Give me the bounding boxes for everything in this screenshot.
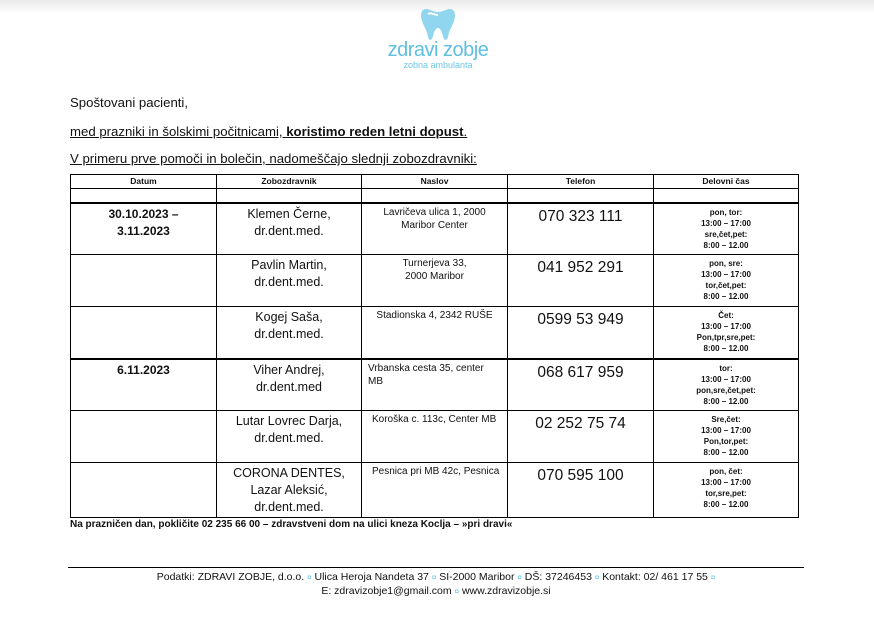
logo-subtitle: zobna ambulanta: [403, 60, 473, 70]
footer-tax-number: DŠ: 37246453: [524, 571, 592, 583]
row-dentist: Lutar Lovrec Darja, dr.dent.med.: [217, 411, 362, 463]
footer-street: Ulica Heroja Nandeta 37: [314, 571, 429, 583]
footer-divider: [68, 567, 804, 568]
row-address: Pesnica pri MB 42c, Pesnica: [362, 463, 508, 518]
header-address: Naslov: [362, 175, 508, 189]
holiday-notice-bold: koristimo reden letni dopust: [286, 124, 464, 139]
row-hours: pon, čet: 13:00 – 17:00 tor,sre,pet: 8:00 – 12.00: [654, 463, 799, 518]
footer-website[interactable]: www.zdravizobje.si: [461, 585, 551, 597]
row-date: 30.10.2023 – 3.11.2023: [71, 203, 217, 255]
row-address: Stadionska 4, 2342 RUŠE: [362, 307, 508, 359]
row-dentist: Pavlin Martin, dr.dent.med.: [217, 255, 362, 307]
header-date: Datum: [71, 175, 217, 189]
table-row: [71, 463, 799, 518]
row-hours: pon, tor: 13:00 – 17:00 sre,čet,pet: 8:00 – 12.00: [654, 203, 799, 255]
row-address: Vrbanska cesta 35, center MB: [362, 359, 508, 411]
row-phone: 02 252 75 74: [508, 411, 654, 463]
row-hours: tor: 13:00 – 17:00 pon,sre,čet,pet: 8:00 – 12.00: [654, 359, 799, 411]
row-phone: 068 617 959: [508, 359, 654, 411]
table-row: [71, 203, 799, 255]
table-row: [71, 255, 799, 307]
footer-contact: Kontakt: 02/ 461 17 55: [602, 571, 708, 583]
footer-line-2: [68, 585, 804, 598]
footer-city: SI-2000 Maribor: [439, 571, 515, 583]
row-phone: 070 323 111: [508, 203, 654, 255]
footer-separator: ¤: [431, 573, 437, 582]
row-phone: 070 595 100: [508, 463, 654, 518]
logo-brand: zdravi zobje: [387, 39, 489, 61]
row-dentist: CORONA DENTES, Lazar Aleksić, dr.dent.med.: [217, 463, 362, 518]
holiday-notice-suffix: .: [463, 124, 468, 139]
row-address: Turnerjeva 33, 2000 Maribor: [362, 255, 508, 307]
row-dentist: Viher Andrej, dr.dent.med: [217, 359, 362, 411]
row-phone: 0599 53 949: [508, 307, 654, 359]
table-row: [71, 411, 799, 463]
footer-company: Podatki: ZDRAVI ZOBJE, d.o.o.: [156, 571, 305, 583]
footer-separator: ¤: [710, 573, 716, 582]
row-dentist: Kogej Saša, dr.dent.med.: [217, 307, 362, 359]
row-date: [71, 463, 217, 518]
dentist-schedule-table: [70, 174, 799, 518]
footer-separator: ¤: [517, 573, 522, 582]
footer-separator: ¤: [454, 587, 460, 596]
row-hours: Sre,čet: 13:00 – 17:00 Pon,tor,pet: 8:00 – 12.00: [654, 411, 799, 463]
holiday-notice-prefix: med prazniki in šolskimi počitnicami,: [70, 124, 287, 139]
footer-line-1: [68, 571, 804, 584]
table-row: [71, 307, 799, 359]
holiday-notice: [70, 124, 467, 140]
row-phone: 041 952 291: [508, 255, 654, 307]
header-phone: Telefon: [508, 175, 654, 189]
row-date: [71, 411, 217, 463]
holiday-emergency-note: Na prazničen dan, pokličite 02 235 66 00 – zdravstveni dom na ulici kneza Koclja – »pri dravi«: [70, 519, 513, 530]
row-date: [71, 307, 217, 359]
row-hours: Čet: 13:00 – 17:00 Pon,tpr,sre,pet: 8:00 – 12.00: [654, 307, 799, 359]
replacement-intro: V primeru prve pomoči in bolečin, nadomeščajo slednji zobozdravniki:: [70, 151, 477, 166]
table-header-row: [71, 175, 799, 189]
header-hours: Delovni čas: [654, 175, 799, 189]
greeting: Spoštovani pacienti,: [70, 95, 189, 110]
row-address: Koroška c. 113c, Center MB: [362, 411, 508, 463]
row-hours: pon, sre: 13:00 – 17:00 tor,čet,pet: 8:00 – 12.00: [654, 255, 799, 307]
tooth-icon: [419, 6, 457, 42]
table-spacer-row: [71, 189, 799, 203]
footer-separator: ¤: [594, 573, 600, 582]
footer-email[interactable]: E: zdravizobje1@gmail.com: [321, 585, 452, 597]
logo: [386, 6, 490, 86]
table-row: [71, 359, 799, 411]
header-dentist: Zobozdravnik: [217, 175, 362, 189]
row-dentist: Klemen Černe, dr.dent.med.: [217, 203, 362, 255]
row-date: [71, 255, 217, 307]
row-date: 6.11.2023: [71, 359, 217, 411]
footer-separator: ¤: [307, 573, 312, 582]
row-address: Lavričeva ulica 1, 2000 Maribor Center: [362, 203, 508, 255]
